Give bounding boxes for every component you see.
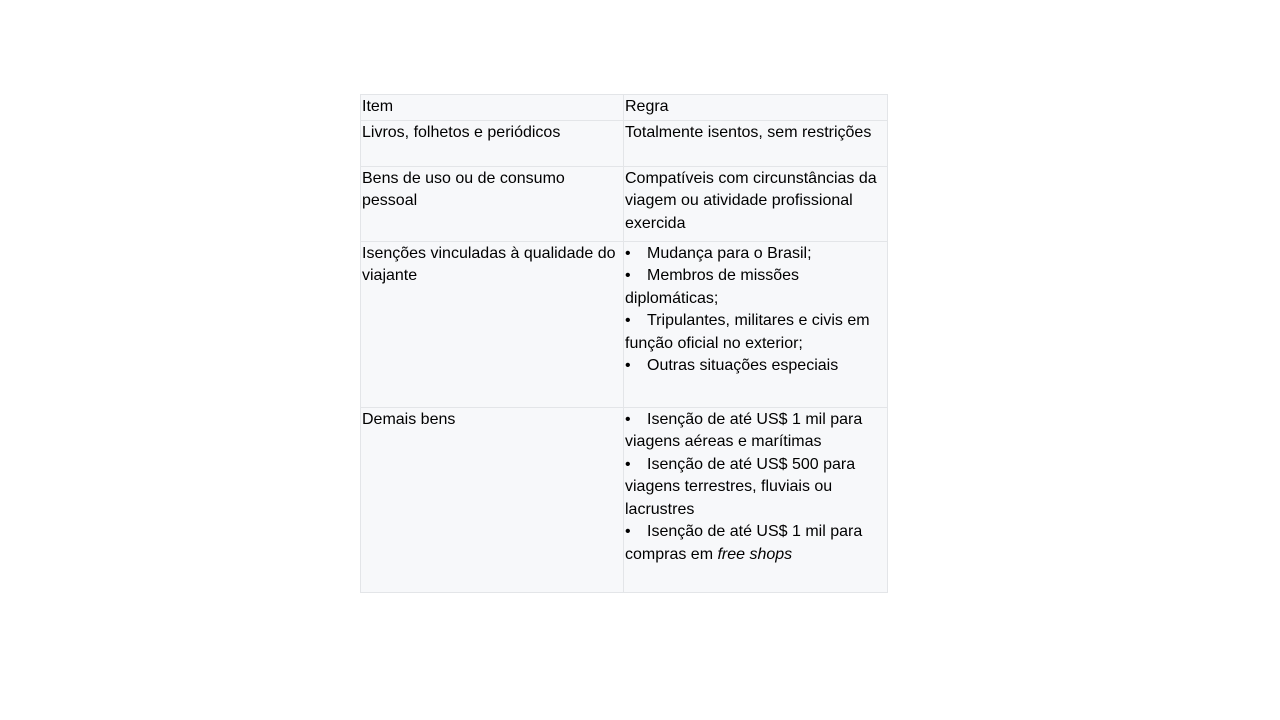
bullet-text: Isenção de até US$ 500 para viagens terrestres, fluviais ou lacrustres xyxy=(625,455,856,518)
item-cell: Demais bens xyxy=(361,407,624,592)
bullet-text: Isenção de até US$ 1 mil para viagens aéreas e marítimas xyxy=(625,410,863,450)
bullet-dot: • xyxy=(625,267,631,284)
bullet-item xyxy=(625,454,886,522)
bullet-text: Tripulantes, militares e civis em função oficial no exterior; xyxy=(625,312,870,352)
rule-cell: Compatíveis com circunstâncias da viagem ou atividade profissional exercida xyxy=(624,166,888,241)
rules-table xyxy=(360,94,888,593)
bullet-item xyxy=(625,310,886,355)
bullet-dot: • xyxy=(625,410,631,428)
bullet-text: Membros de missões diplomáticas; xyxy=(625,267,800,307)
rule-cell xyxy=(624,241,888,407)
item-cell: Isenções vinculadas à qualidade do viajante xyxy=(361,241,624,407)
bullet-text: Outras situações especiais xyxy=(647,357,839,374)
bullet-dot: • xyxy=(625,523,631,540)
bullet-text-italic: free shops xyxy=(717,545,793,563)
table-row xyxy=(361,120,888,166)
bullet-item xyxy=(625,521,886,566)
bullet-item xyxy=(625,409,886,454)
table-header-row xyxy=(361,95,888,121)
bullet-text: Mudança para o Brasil; xyxy=(647,244,812,262)
bullet-item xyxy=(625,355,886,378)
bullet-dot: • xyxy=(625,312,631,329)
header-cell-rule: Regra xyxy=(624,95,888,121)
bullet-text: Isenção de até US$ 1 mil para compras em xyxy=(625,523,863,563)
table-row xyxy=(361,407,888,592)
bullet-dot: • xyxy=(625,455,631,473)
item-cell: Livros, folhetos e periódicos xyxy=(361,120,624,166)
rule-cell: Totalmente isentos, sem restrições xyxy=(624,120,888,166)
bullet-dot: • xyxy=(625,244,631,262)
bullet-dot: • xyxy=(625,357,631,374)
rule-cell xyxy=(624,407,888,592)
table-row xyxy=(361,166,888,241)
item-cell: Bens de uso ou de consumo pessoal xyxy=(361,166,624,241)
bullet-item xyxy=(625,265,886,310)
bullet-item xyxy=(625,243,886,266)
header-cell-item: Item xyxy=(361,95,624,121)
table-row xyxy=(361,241,888,407)
